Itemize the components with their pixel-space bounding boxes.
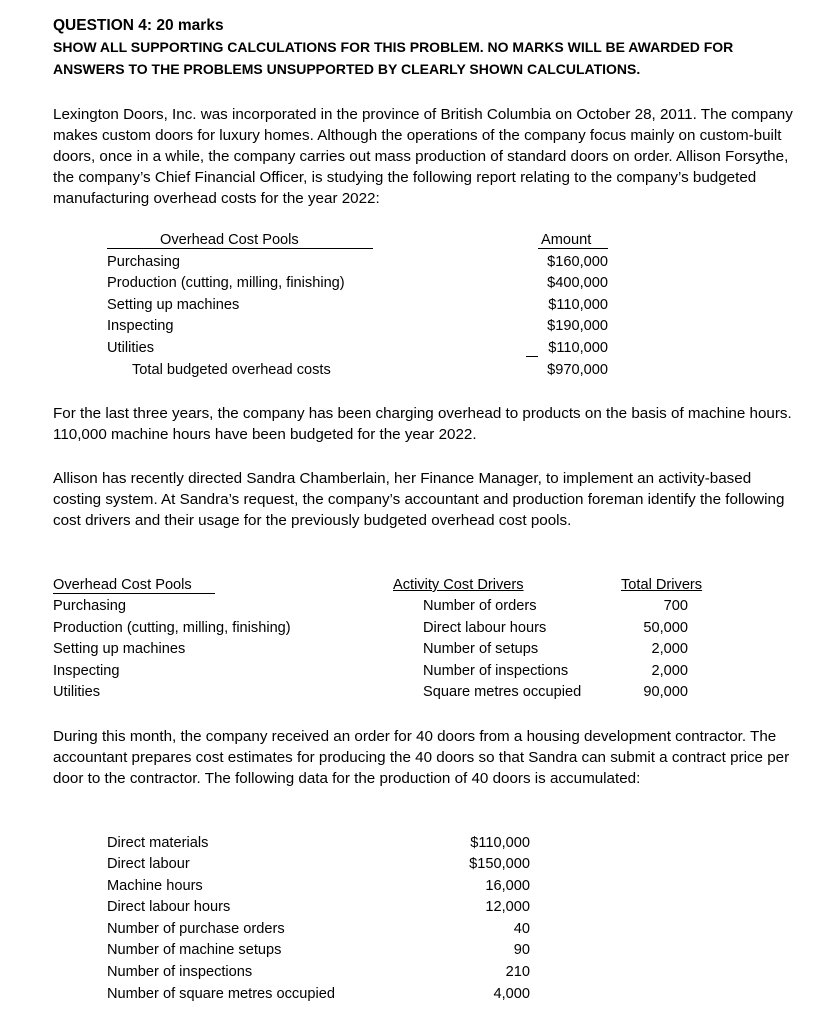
order-row-value: 210 bbox=[505, 964, 530, 980]
driver-header-pool: Overhead Cost Pools bbox=[53, 577, 192, 593]
budget-total-amount: $970,000 bbox=[547, 362, 608, 378]
budget-row-pool: Inspecting bbox=[107, 318, 174, 334]
budget-header-amount: Amount bbox=[541, 232, 592, 248]
budget-row-amount: $400,000 bbox=[547, 275, 608, 291]
order-row-value: $110,000 bbox=[470, 835, 530, 851]
driver-row-total: 50,000 bbox=[643, 620, 688, 636]
driver-row-pool: Setting up machines bbox=[53, 641, 186, 657]
amount-header-underline bbox=[538, 248, 608, 249]
budget-row-pool: Production (cutting, milling, finishing) bbox=[107, 275, 345, 291]
driver-row-pool: Utilities bbox=[53, 684, 101, 700]
budget-row-pool: Purchasing bbox=[107, 254, 181, 270]
order-row-value: 4,000 bbox=[493, 986, 530, 1002]
total-underline bbox=[526, 356, 538, 357]
order-row-value: 40 bbox=[513, 921, 530, 937]
order-row-label: Number of square metres occupied bbox=[107, 986, 335, 1002]
driver-row-pool: Inspecting bbox=[53, 663, 120, 679]
budget-total-label: Total budgeted overhead costs bbox=[132, 362, 331, 378]
instruction-line-2: ANSWERS TO THE PROBLEMS UNSUPPORTED BY CLEARLY SHOWN CALCULATIONS. bbox=[53, 61, 641, 77]
driver-row-total: 2,000 bbox=[651, 641, 688, 657]
budget-row-amount: $160,000 bbox=[547, 254, 608, 270]
order-row-value: 90 bbox=[513, 942, 530, 958]
order-row-value: 12,000 bbox=[485, 899, 530, 915]
intro-paragraph: Lexington Doors, Inc. was incorporated in the province of British Columbia on October 28, 2011. The company makes custom doors for luxury homes. Although the operations of the company focus mainly on custom-built doors, once in a while, the company carries out mass production of standard doors on order. Allison Forsythe, the company’s Chief Financial Officer, is studying the following report relating to the company’s budgeted manufacturing overhead costs for the year 2022: bbox=[53, 106, 793, 207]
instruction-line-1: SHOW ALL SUPPORTING CALCULATIONS FOR THIS PROBLEM. NO MARKS WILL BE AWARDED FOR bbox=[53, 39, 734, 55]
order-row-label: Direct labour hours bbox=[107, 899, 231, 915]
driver-row-total: 90,000 bbox=[643, 684, 688, 700]
header-underline bbox=[53, 593, 215, 594]
budget-header-pool: Overhead Cost Pools bbox=[160, 232, 299, 248]
budget-row-amount: $110,000 bbox=[548, 297, 608, 313]
order-row-label: Direct labour bbox=[107, 856, 190, 872]
order-row-label: Number of inspections bbox=[107, 964, 253, 980]
header-underline bbox=[107, 248, 373, 249]
machine-hours-paragraph: For the last three years, the company has been charging overhead to products on the basis of machine hours. 110,000 machine hours have been budgeted for the year 2022. bbox=[53, 405, 792, 443]
order-row-value: $150,000 bbox=[469, 856, 530, 872]
driver-row-total: 700 bbox=[663, 598, 688, 614]
abc-paragraph: Allison has recently directed Sandra Chamberlain, her Finance Manager, to implement an activity-based costing system. At Sandra’s request, the company’s accountant and production foreman identify the following cost drivers and their usage for the previously budgeted overhead cost pools. bbox=[53, 470, 785, 529]
budget-row-pool: Setting up machines bbox=[107, 297, 240, 313]
order-row-label: Direct materials bbox=[107, 835, 209, 851]
order-row-value: 16,000 bbox=[485, 878, 530, 894]
driver-row-pool: Purchasing bbox=[53, 598, 127, 614]
order-row-label: Number of machine setups bbox=[107, 942, 282, 958]
budget-row-amount: $190,000 bbox=[547, 318, 608, 334]
order-row-label: Machine hours bbox=[107, 878, 203, 894]
driver-row-driver: Direct labour hours bbox=[423, 620, 547, 636]
order-row-label: Number of purchase orders bbox=[107, 921, 285, 937]
driver-row-driver: Square metres occupied bbox=[423, 684, 582, 700]
order-paragraph: During this month, the company received an order for 40 doors from a housing development contractor. The accountant prepares cost estimates for producing the 40 doors so that Sandra can submit a contract price per door to the contractor. The following data for the production of 40 doors is accumulated: bbox=[53, 728, 790, 787]
driver-row-total: 2,000 bbox=[651, 663, 688, 679]
driver-row-driver: Number of setups bbox=[423, 641, 539, 657]
driver-row-driver: Number of orders bbox=[423, 598, 537, 614]
driver-header-driver: Activity Cost Drivers bbox=[393, 577, 524, 593]
budget-row-amount: $110,000 bbox=[548, 340, 608, 356]
budget-row-pool: Utilities bbox=[107, 340, 155, 356]
driver-row-driver: Number of inspections bbox=[423, 663, 569, 679]
driver-row-pool: Production (cutting, milling, finishing) bbox=[53, 620, 291, 636]
driver-header-total: Total Drivers bbox=[621, 577, 703, 593]
question-title: QUESTION 4: 20 marks bbox=[53, 17, 224, 34]
